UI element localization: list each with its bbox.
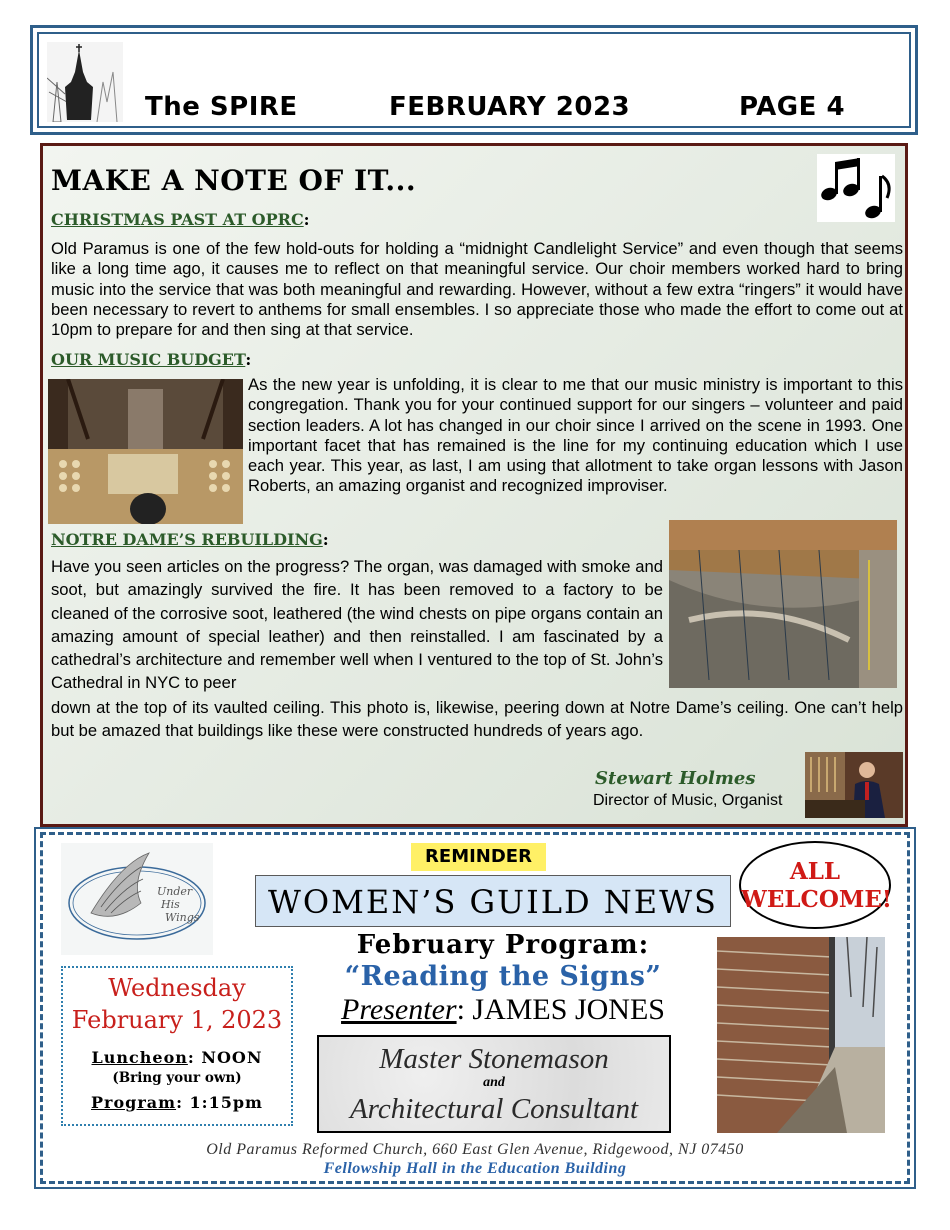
notre-dame-paragraph: Have you seen articles on the progress? The organ, was damaged with smoke and soot, but amazingly survived the fire. It has been removed to a factory to be cleaned of the corrosive soot, leathered (the wind chests on pipe organs contain an amazing amount of special leather) and then reinstalled. I am fascinated by a cathedral’s architecture and remember well when I ventured to the top of St. John’s Cathedral in NYC to peer <box>51 557 663 693</box>
event-date: February 1, 2023 <box>71 1006 283 1034</box>
presenter-role-box <box>317 1035 671 1133</box>
signature-title: Director of Music, Organist <box>593 792 783 809</box>
heading-text: NOTRE DAME’S REBUILDING <box>51 530 323 549</box>
welcome-line-1: ALL <box>789 858 841 885</box>
heading-text: OUR MUSIC BUDGET <box>51 350 246 369</box>
luncheon-value: : NOON <box>187 1048 263 1067</box>
reminder-badge: REMINDER <box>411 843 546 871</box>
notre-dame-paragraph-cont: down at the top of its vaulted ceiling. This photo is, likewise, peering down at Notre Dame’s ceiling. One can’t help but be amazed that buildings like these were constructed hundreds of years ago. <box>51 698 903 740</box>
page-number: PAGE 4 <box>739 92 846 122</box>
director-photo <box>805 752 903 818</box>
luncheon-label: Luncheon <box>91 1048 188 1067</box>
music-section-title: MAKE A NOTE OF IT... <box>51 164 417 197</box>
presenter-name: : JAMES JONES <box>456 993 665 1026</box>
music-notes-icon <box>817 154 895 222</box>
publication-name: The SPIRE <box>145 92 298 122</box>
luncheon-line <box>63 1048 291 1067</box>
presenter-line <box>313 993 693 1027</box>
womens-guild-title: WOMEN’S GUILD NEWS <box>255 875 731 927</box>
all-welcome-badge <box>739 841 891 929</box>
role-consultant: Architectural Consultant <box>349 1093 639 1125</box>
christmas-paragraph: Old Paramus is one of the few hold-outs for holding a “midnight Candlelight Service” and even though that seems like a long time ago, it causes me to reflect on that meaningful service. Our choir members worked hard to bring music into the service that was both meaningful and rewarding. However, without a few extra “ringers” it would have been necessary to revert to anthems for small ensembles. I so appreciate those who made the effort to come out at 10pm to prepare for and then sing at that service. <box>51 239 903 340</box>
logo-script-text: Under His Wings <box>157 885 200 924</box>
womens-guild-section <box>40 832 910 1184</box>
header-inner-frame <box>37 32 911 128</box>
bring-your-own: (Bring your own) <box>112 1070 242 1086</box>
event-location: Fellowship Hall in the Education Building <box>323 1160 627 1177</box>
newsletter-header <box>30 25 918 135</box>
presenter-label: Presenter <box>341 993 457 1026</box>
welcome-line-2: WELCOME! <box>741 886 892 913</box>
heading-text: CHRISTMAS PAST AT OPRC <box>51 210 304 229</box>
event-date-box <box>61 966 293 1126</box>
program-value: : 1:15pm <box>176 1093 263 1112</box>
program-title: “Reading the Signs” <box>344 961 662 992</box>
music-section <box>40 143 908 827</box>
budget-paragraph: As the new year is unfolding, it is clear to me that our music ministry is important to this congregation. Thank you for your continued support for our singers – volunteer and paid section leaders. A lot has changed in our choir since I arrived on the scene in 1993. One important facet that has remained is the line for my continuing education which I use each year. This year, as last, I am using that allotment to take organ lessons with Jason Roberts, an amazing organist and recognized improviser. <box>248 375 903 496</box>
brick-wall-photo <box>717 937 885 1133</box>
february-program-heading: February Program: <box>356 930 650 960</box>
section-heading-budget: OUR MUSIC BUDGET: <box>51 350 252 369</box>
program-time-line <box>63 1093 291 1112</box>
cathedral-organ-photo <box>48 379 243 524</box>
section-heading-notre-dame: NOTRE DAME’S REBUILDING: <box>51 530 329 549</box>
church-spire-image <box>47 42 123 122</box>
role-and: and <box>483 1075 505 1090</box>
signature-name: Stewart Holmes <box>595 768 756 789</box>
program-label: Program <box>91 1093 177 1112</box>
church-address: Old Paramus Reformed Church, 660 East Glen Avenue, Ridgewood, NJ 07450 <box>206 1141 744 1158</box>
issue-date: FEBRUARY 2023 <box>389 92 631 122</box>
under-his-wings-logo <box>61 843 213 955</box>
event-weekday: Wednesday <box>108 974 246 1002</box>
section-heading-christmas: CHRISTMAS PAST AT OPRC: <box>51 210 310 229</box>
role-stonemason: Master Stonemason <box>379 1043 609 1075</box>
notre-dame-ceiling-photo <box>669 520 897 688</box>
